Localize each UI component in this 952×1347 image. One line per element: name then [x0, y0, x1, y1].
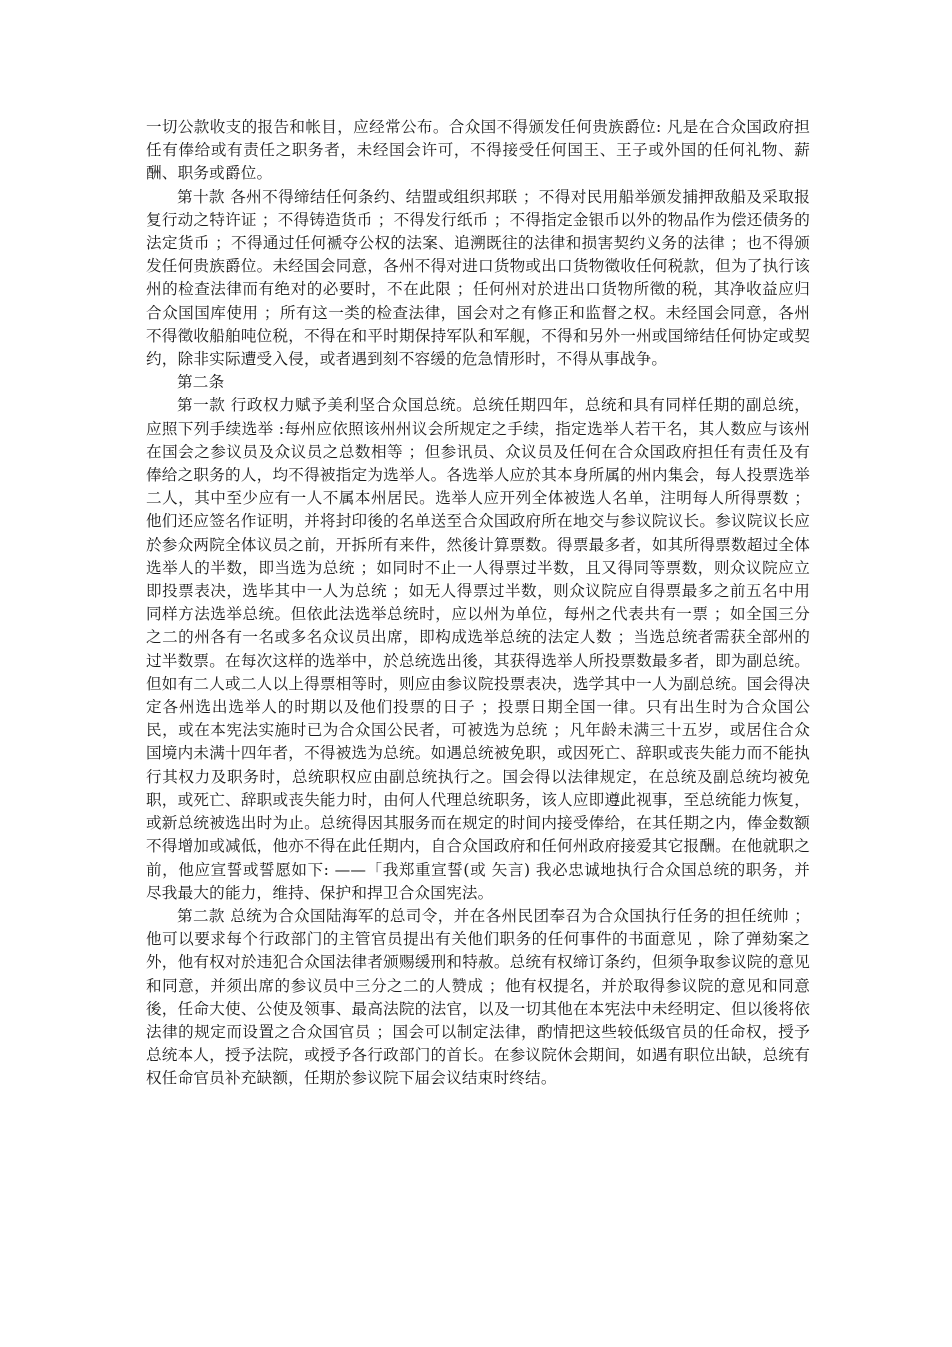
paragraph-article-2-section-2: 第二款 总统为合众国陆海军的总司令，并在各州民团奉召为合众国执行任务的担任统帅 ；他可以要求每个行政部门的主管官员提出有关他们职务的任何事件的书面意见 ，除了弹劾案之外，他有权对於违犯合众国法律者颁赐缓刑和特赦。总统有权缔订条约，但须争取参议院的意见和同意，并须出席的参议员中三分之二的人赞成 ；他有权提名，并於取得参议院的意见和同意後，任命大使、公使及领事、最高法院的法官，以及一切其他在本宪法中未经明定、但以後将依法律的规定而设置之合众国官员 ；国会可以制定法律，酌情把这些较低级官员的任命权，授予总统本人，授予法院，或授予各行政部门的首长。在参议院休会期间，如遇有职位出缺，总统有权任命官员补充缺额，任期於参议院下届会议结束时终结。: [146, 906, 810, 1088]
paragraph-article-2-section-1: 第一款 行政权力赋予美利坚合众国总统。总统任期四年，总统和具有同样任期的副总统，应照下列手续选举 :每州应依照该州州议会所规定之手续，指定选举人若干名，其人数应与该州在国会之参议员及众议员之总数相等 ；但参讯员、众议员及任何在合众国政府担任有责任及有俸给之职务的人，均不得被指定为选举人。各选举人应於其本身所属的州内集会，每人投票选举二人，其中至少应有一人不属本州居民。选举人应开列全体被选人名单，注明每人所得票数 ；他们还应签名作证明，并将封印後的名单送至合众国政府所在地交与参议院议长。参议院议长应於参众两院全体议员之前，开拆所有来件，然後计算票数。得票最多者，如其所得票数超过全体选举人的半数，即当选为总统 ；如同时不止一人得票过半数，且又得同等票数，则众议院应立即投票表决，选毕其中一人为总统 ；如无人得票过半数，则众议院应自得票最多之前五名中用同样方法选举总统。但依此法选举总统时，应以州为单位，每州之代表共有一票 ；如全国三分之二的州各有一名或多名众议员出席，即构成选举总统的法定人数 ；当选总统者需获全部州的过半数票。在每次这样的选举中，於总统选出後，其获得选举人所投票数最多者，即为副总统。但如有二人或二人以上得票相等时，则应由参议院投票表决，选学其中一人为副总统。国会得决定各州选出选举人的时期以及他们投票的日子 ；投票日期全国一律。只有出生时为合众国公民，或在本宪法实施时已为合众国公民者，可被选为总统 ；凡年龄未满三十五岁，或居住合众国境内未满十四年者，不得被选为总统。如遇总统被免职，或因死亡、辞职或丧失能力而不能执行其权力及职务时，总统职权应由副总统执行之。国会得以法律规定，在总统及副总统均被免职，或死亡、辞职或丧失能力时，由何人代理总统职务，该人应即遵此视事，至总统能力恢复，或新总统被选出时为止。总统得因其服务而在规定的时间内接受俸给，在其任期之内，俸金数额不得增加或减低，他亦不得在此任期内，自合众国政府和任何州政府接爱其它报酬。在他就职之前，他应宣誓或誓愿如下: ——「我郑重宣誓(或 矢言) 我必忠诚地执行合众国总统的职务，并尽我最大的能力，维持、保护和捍卫合众国宪法。: [146, 396, 810, 902]
document-body: [146, 116, 810, 1091]
paragraph-article-1-section-10: 第十款 各州不得缔结任何条约、结盟或组织邦联 ；不得对民用船举颁发捕押敌船及采取报复行动之特许证 ；不得铸造货币 ；不得发行纸币 ；不得指定金银币以外的物品作为偿还债务的法定货币 ；不得通过任何褫夺公权的法案、追溯既往的法律和损害契约义务的法律 ；也不得颁发任何贵族爵位。未经国会同意，各州不得对进口货物或出口货物徵收任何税款，但为了执行该州的检查法律而有绝对的必要时，不在此限 ；任何州对於进出口货物所徵的税，其净收益应归合众国国库使用 ；所有这一类的检查法律，国会对之有修正和监督之权。未经国会同意，各州不得徵收船舶吨位税，不得在和平时期保持军队和军舰，不得和另外一州或国缔结任何协定或契约，除非实际遭受入侵，或者遇到刻不容缓的危急情形时，不得从事战争。: [146, 187, 810, 369]
paragraph-continuation: 一切公款收支的报告和帐目，应经常公布。合众国不得颁发任何贵族爵位: 凡是在合众国政府担任有俸给或有责任之职务者，未经国会许可，不得接受任何国王、王子或外国的任何礼物、薪酬、职务或爵位。: [146, 118, 810, 183]
article-2-heading: 第二条: [177, 373, 225, 392]
